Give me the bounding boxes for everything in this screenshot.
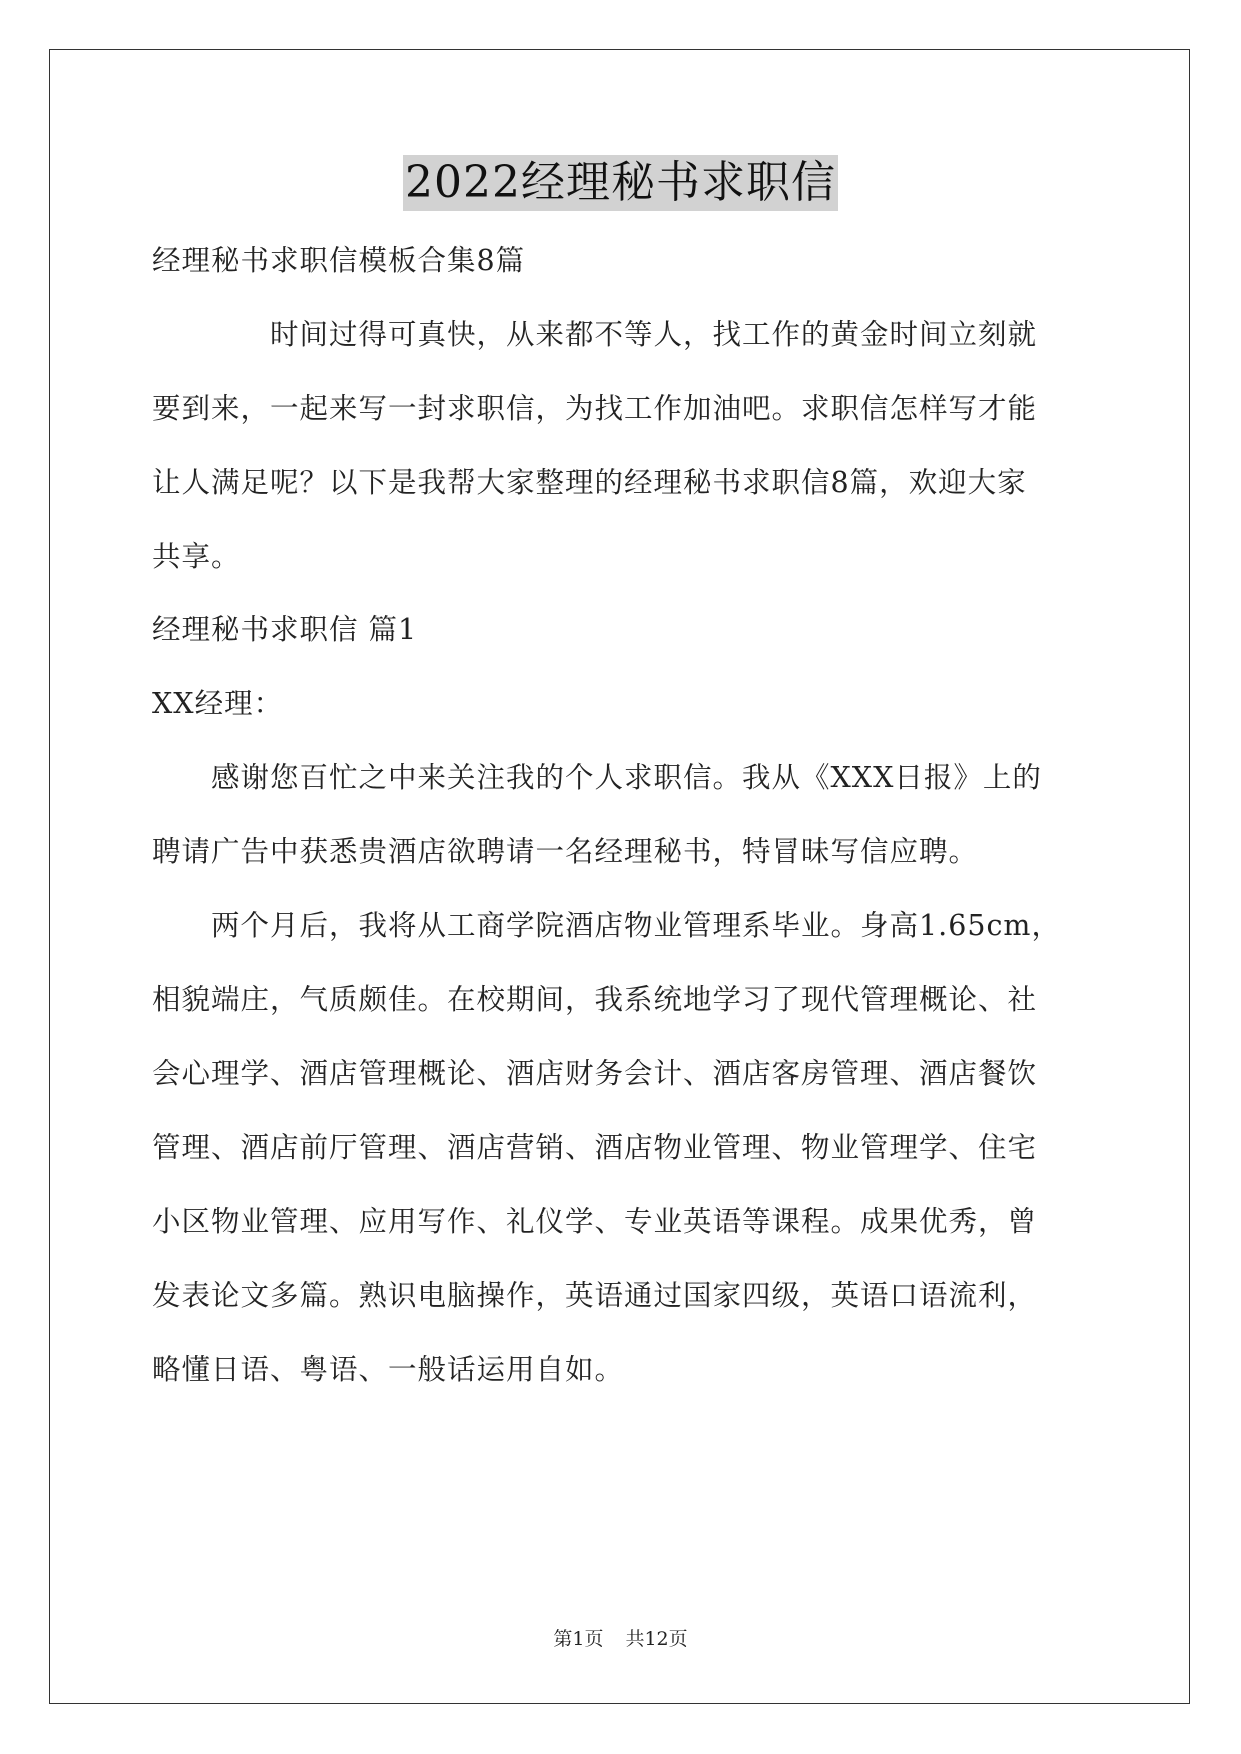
title-container — [0, 155, 1241, 211]
body-line-2: 要到来，一起来写一封求职信，为找工作加油吧。求职信怎样写才能 — [152, 392, 1038, 425]
page-footer — [0, 1626, 1241, 1652]
body-line-12: 管理、酒店前厅管理、酒店营销、酒店物业管理、物业管理学、住宅 — [152, 1131, 1038, 1164]
body-line-10: 相貌端庄，气质颇佳。在校期间，我系统地学习了现代管理概论、社 — [152, 983, 1038, 1016]
section-heading: 经理秘书求职信 篇1 — [152, 613, 418, 646]
body-line-1: 时间过得可真快，从来都不等人，找工作的黄金时间立刻就 — [152, 318, 1038, 351]
page-number: 第1页 — [553, 1628, 604, 1650]
salutation: XX经理： — [152, 687, 284, 720]
body-line-14: 发表论文多篇。熟识电脑操作，英语通过国家四级，英语口语流利， — [152, 1279, 1038, 1312]
body-line-15: 略懂日语、粤语、一般话运用自如。 — [152, 1353, 625, 1386]
total-pages: 共12页 — [625, 1628, 688, 1650]
page-border — [49, 49, 1190, 1704]
subtitle-line: 经理秘书求职信模板合集8篇 — [152, 244, 526, 277]
body-line-8: 聘请广告中获悉贵酒店欲聘请一名经理秘书，特冒昧写信应聘。 — [152, 835, 979, 868]
document-title: 2022经理秘书求职信 — [403, 155, 838, 211]
body-line-4: 共享。 — [152, 540, 241, 573]
body-line-7: 感谢您百忙之中来关注我的个人求职信。我从《XXX日报》上的 — [152, 761, 1042, 794]
body-line-9: 两个月后，我将从工商学院酒店物业管理系毕业。身高1.65cm， — [152, 909, 1061, 942]
body-line-3: 让人满足呢？以下是我帮大家整理的经理秘书求职信8篇，欢迎大家 — [152, 466, 1027, 499]
body-line-13: 小区物业管理、应用写作、礼仪学、专业英语等课程。成果优秀，曾 — [152, 1205, 1038, 1238]
body-line-11: 会心理学、酒店管理概论、酒店财务会计、酒店客房管理、酒店餐饮 — [152, 1057, 1038, 1090]
